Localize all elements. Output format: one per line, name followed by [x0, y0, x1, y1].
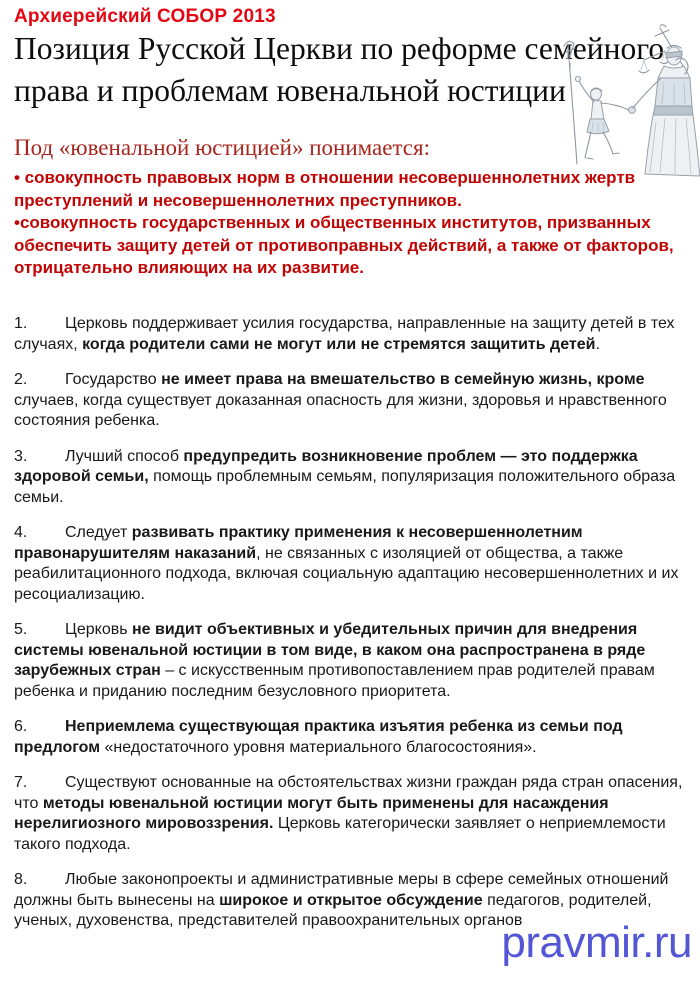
point-paragraph — [14, 523, 692, 605]
point-text: Лучший способ предупредить возникновение проблем — это поддержка здоровой семьи, помощь проблемным семьям, популяризация положительного образа семьи. — [14, 447, 676, 506]
definition-bullets — [14, 167, 692, 280]
point-number: 8. — [14, 871, 28, 888]
point-text: Следует развивать практику применения к несовершеннолетним правонарушителям наказаний, не связанных с изоляцией от общества, а также реабилитационного подхода, включая социальную адаптацию несовершеннолетних и их ресоциализацию. — [14, 524, 679, 603]
point-number: 7. — [14, 774, 28, 791]
definition-heading: Под «ювенальной юстицией» понимается: — [14, 135, 430, 160]
page-title-line-2: права и проблемам ювенальной юстиции — [14, 73, 566, 108]
point-paragraph — [14, 314, 692, 355]
page-title-line-1: Позиция Русской Церкви по реформе семейного — [14, 31, 665, 66]
joined-hands — [629, 107, 636, 114]
point-text: Существуют основанные на обстоятельствах жизни граждан ряда стран опасения, что методы ювенальной юстиции могут быть применены для насаждения нерелигиозного мировоззрения. Церковь категорически заявляет о неприемлемости такого подхода. — [14, 774, 683, 853]
point-number: 1. — [14, 315, 28, 332]
point-text: Церковь поддерживает усилия государства, направленные на защиту детей в тех случаях, когда родители сами не могут или не стремятся защитить детей. — [14, 315, 675, 353]
pravmir-logo: pravmir.ru — [501, 918, 692, 967]
point-paragraph — [14, 620, 692, 702]
definition-bullet: •совокупность государственных и общественных институтов, призванных обеспечить защиту детей от противоправных действий, а также от факторов, отрицательно влияющих на их развитие. — [14, 213, 674, 277]
point-paragraph — [14, 717, 692, 758]
point-number: 6. — [14, 718, 28, 735]
point-number: 4. — [14, 524, 28, 541]
points-list — [14, 314, 692, 947]
point-number: 5. — [14, 621, 28, 638]
point-number: 2. — [14, 371, 28, 388]
point-text: Любые законопроекты и административные меры в сфере семейных отношений должны быть вынесены на широкое и открытое обсуждение педагогов, родителей, ученых, духовенства, представителей правоохранительных органов — [14, 871, 669, 929]
point-number: 3. — [14, 447, 28, 465]
point-text: Неприемлема существующая практика изъятия ребенка из семьи под предлогом «недостаточного уровня материального благосостояния». — [14, 718, 623, 756]
point-paragraph — [14, 773, 692, 855]
point-paragraph — [14, 447, 692, 509]
definition-bullet: • совокупность правовых норм в отношении несовершеннолетних жертв преступлений и несовершеннолетних преступников. — [14, 168, 636, 210]
document-kicker: Архиерейский СОБОР 2013 — [14, 6, 276, 27]
point-text: Государство не имеет права на вмешательство в семейную жизнь, кроме случаев, когда существует доказанная опасность для жизни, здоровья и нравственного состояния ребенка. — [14, 371, 667, 429]
point-text: Церковь не видит объективных и убедительных причин для внедрения системы ювенальной юстиции в том виде, в каком она распространена в ряде зарубежных стран – с искусственным противопоставлением прав родителей правам ребенка и приданию последним безусловного приоритета. — [14, 621, 655, 700]
definition-section — [14, 134, 692, 280]
point-paragraph — [14, 370, 692, 432]
